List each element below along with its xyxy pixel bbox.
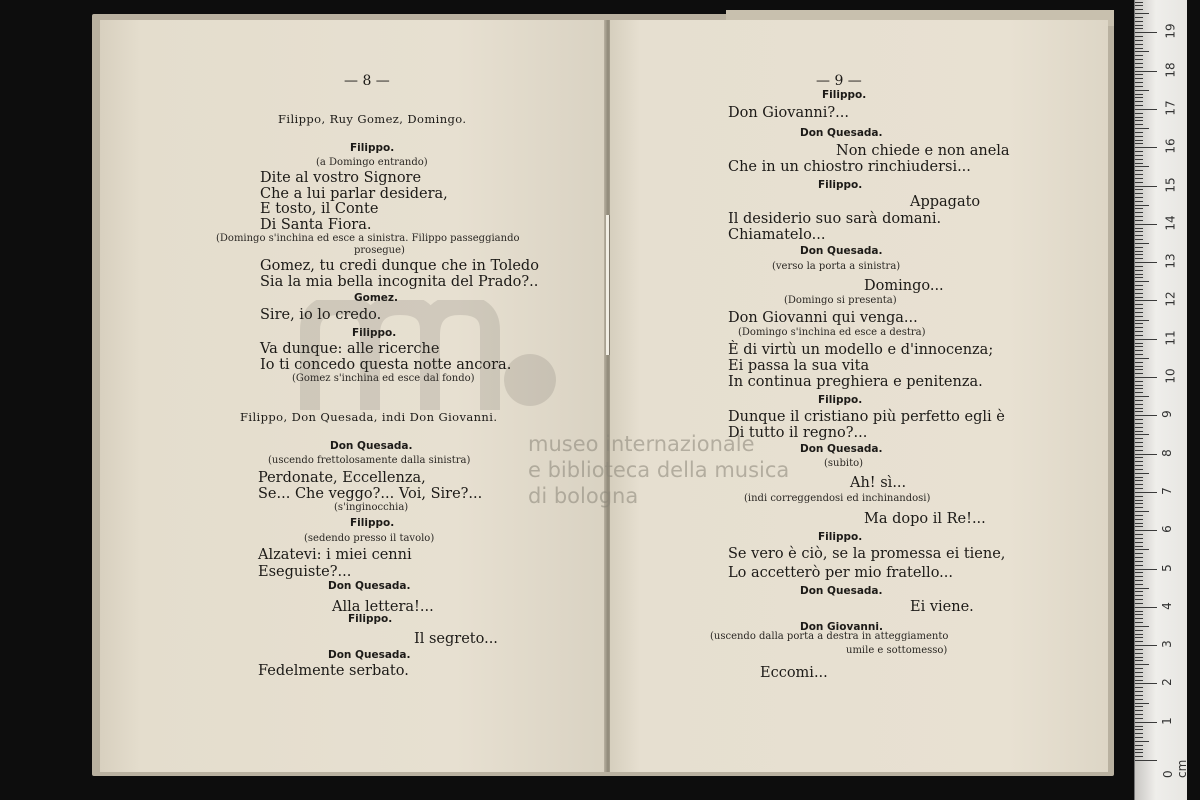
ruler-tick bbox=[1135, 526, 1143, 527]
ruler-tick bbox=[1135, 304, 1143, 305]
ruler-tick bbox=[1135, 496, 1143, 497]
ruler-tick bbox=[1135, 381, 1143, 382]
verse-line: Sia la mia bella incognita del Prado?.. bbox=[260, 274, 539, 290]
verse-line: Lo accetterò per mio fratello... bbox=[728, 565, 953, 581]
ruler-tick bbox=[1135, 457, 1143, 458]
ruler-number: 8 bbox=[1159, 448, 1174, 457]
verse-line: Ei passa la sua vita bbox=[728, 358, 870, 374]
ruler-tick bbox=[1135, 469, 1143, 470]
ruler-tick bbox=[1135, 450, 1143, 451]
ruler-tick bbox=[1135, 120, 1143, 121]
ruler-tick bbox=[1135, 404, 1143, 405]
ruler-tick bbox=[1135, 641, 1143, 642]
ruler-tick bbox=[1135, 484, 1143, 485]
ruler-tick bbox=[1135, 228, 1143, 229]
verse-line: Don Giovanni?... bbox=[728, 105, 850, 121]
speaker-name: Don Giovanni. bbox=[800, 621, 883, 633]
ruler-tick bbox=[1135, 726, 1143, 727]
ruler-tick bbox=[1135, 13, 1149, 14]
ruler-tick bbox=[1135, 17, 1143, 18]
ruler-number: 6 bbox=[1159, 525, 1174, 534]
ruler-tick bbox=[1135, 480, 1143, 481]
ruler-tick bbox=[1135, 503, 1143, 504]
ruler-tick bbox=[1135, 74, 1143, 75]
ruler-tick bbox=[1135, 680, 1143, 681]
ruler-tick bbox=[1135, 28, 1143, 29]
ruler-number: 18 bbox=[1163, 61, 1178, 78]
stage-direction: (Domingo s'inchina ed esce a destra) bbox=[738, 327, 926, 338]
verse-line: Va dunque: alle ricerche bbox=[260, 341, 440, 357]
ruler-tick bbox=[1135, 339, 1157, 340]
ruler-tick bbox=[1135, 691, 1143, 692]
stage-direction: (Gomez s'inchina ed esce dal fondo) bbox=[292, 373, 475, 384]
ruler-tick bbox=[1135, 212, 1143, 213]
ruler-tick bbox=[1135, 285, 1143, 286]
ruler-tick bbox=[1135, 205, 1149, 206]
ruler-tick bbox=[1135, 136, 1143, 137]
ruler-tick bbox=[1135, 231, 1143, 232]
stage-direction: prosegue) bbox=[354, 245, 405, 256]
ruler-tick bbox=[1135, 159, 1143, 160]
ruler-tick bbox=[1135, 385, 1143, 386]
ruler-tick bbox=[1135, 377, 1157, 378]
ruler-tick bbox=[1135, 733, 1143, 734]
page-number: — 8 — bbox=[344, 73, 390, 89]
ruler-tick bbox=[1135, 660, 1143, 661]
ruler-tick bbox=[1135, 649, 1143, 650]
ruler-tick bbox=[1135, 737, 1143, 738]
ruler-number: 14 bbox=[1163, 215, 1178, 231]
ruler-tick bbox=[1135, 312, 1143, 313]
ruler-tick bbox=[1135, 637, 1143, 638]
verse-line: Eccomi... bbox=[760, 665, 828, 681]
speaker-name: Don Quesada. bbox=[800, 585, 883, 597]
ruler-tick bbox=[1135, 71, 1157, 72]
ruler-tick bbox=[1135, 281, 1149, 282]
ruler-tick bbox=[1135, 266, 1143, 267]
ruler-tick bbox=[1135, 683, 1157, 684]
ruler-tick bbox=[1135, 699, 1143, 700]
ruler-tick bbox=[1135, 519, 1143, 520]
ruler-tick bbox=[1135, 128, 1149, 129]
ruler-tick bbox=[1135, 565, 1143, 566]
watermark-logo bbox=[300, 300, 570, 420]
ruler-tick bbox=[1135, 695, 1143, 696]
ruler-tick bbox=[1135, 170, 1143, 171]
ruler-tick bbox=[1135, 235, 1143, 236]
ruler-tick bbox=[1135, 488, 1143, 489]
ruler-tick bbox=[1135, 534, 1143, 535]
ruler-tick bbox=[1135, 239, 1143, 240]
ruler-tick bbox=[1135, 247, 1143, 248]
ruler-tick bbox=[1135, 362, 1143, 363]
ruler-tick bbox=[1135, 101, 1143, 102]
right-page bbox=[610, 20, 1108, 772]
ruler-tick bbox=[1135, 607, 1157, 608]
ruler-tick bbox=[1135, 354, 1143, 355]
ruler-tick bbox=[1135, 756, 1143, 757]
ruler-tick bbox=[1135, 36, 1143, 37]
speaker-name: Filippo. bbox=[818, 394, 863, 406]
ruler-tick bbox=[1135, 9, 1143, 10]
ruler-tick bbox=[1135, 614, 1143, 615]
speaker-name: Don Quesada. bbox=[800, 443, 883, 455]
ruler-number: 9 bbox=[1159, 410, 1174, 419]
ruler-number: 17 bbox=[1163, 100, 1178, 116]
ruler-number: 13 bbox=[1163, 253, 1178, 269]
ruler-tick bbox=[1135, 40, 1143, 41]
stage-direction: (indi correggendosi ed inchinandosi) bbox=[744, 493, 931, 504]
speaker-name: Don Quesada. bbox=[330, 440, 413, 452]
ruler-number: 11 bbox=[1163, 330, 1178, 346]
ruler-tick bbox=[1135, 634, 1143, 635]
ruler-tick bbox=[1135, 2, 1143, 3]
ruler-tick bbox=[1135, 316, 1143, 317]
ruler-tick bbox=[1135, 461, 1143, 462]
ruler-tick bbox=[1135, 113, 1143, 114]
stage-direction: (subito) bbox=[824, 458, 864, 469]
verse-line: Alzatevi: i miei cenni bbox=[258, 547, 412, 563]
ruler-tick bbox=[1135, 561, 1143, 562]
ruler-tick bbox=[1135, 676, 1143, 677]
stage-direction: umile e sottomesso) bbox=[846, 645, 948, 656]
speaker-name: Filippo. bbox=[818, 531, 863, 543]
verse-line: Alla lettera!... bbox=[332, 599, 434, 615]
ruler-tick bbox=[1135, 327, 1143, 328]
ruler-tick bbox=[1135, 760, 1157, 761]
ruler-tick bbox=[1135, 511, 1149, 512]
verse-line: Di tutto il regno?... bbox=[728, 425, 868, 441]
ruler-tick bbox=[1135, 752, 1143, 753]
ruler-tick bbox=[1135, 331, 1143, 332]
ruler-tick bbox=[1135, 220, 1143, 221]
ruler-tick bbox=[1135, 59, 1143, 60]
ruler-number: 3 bbox=[1159, 640, 1174, 648]
ruler-tick bbox=[1135, 277, 1143, 278]
speaker-name: Filippo. bbox=[352, 327, 397, 339]
verse-line: Dunque il cristiano più perfetto egli è bbox=[728, 409, 1005, 425]
ruler-tick bbox=[1135, 396, 1149, 397]
ruler-number: 12 bbox=[1163, 291, 1178, 308]
verse-line: Perdonate, Eccellenza, bbox=[258, 470, 426, 486]
ruler-number: 5 bbox=[1159, 563, 1174, 572]
ruler-tick bbox=[1135, 454, 1157, 455]
ruler-tick bbox=[1135, 258, 1143, 259]
ruler-tick bbox=[1135, 714, 1143, 715]
ruler-tick bbox=[1135, 201, 1143, 202]
ruler-tick bbox=[1135, 151, 1143, 152]
ruler-tick bbox=[1135, 538, 1143, 539]
speaker-name: Gomez. bbox=[354, 292, 398, 304]
speaker-name: Don Quesada. bbox=[800, 127, 883, 139]
ruler-tick bbox=[1135, 178, 1143, 179]
ruler-tick bbox=[1135, 546, 1143, 547]
ruler-tick bbox=[1135, 373, 1143, 374]
ruler-tick bbox=[1135, 140, 1143, 141]
verse-line: Ei viene. bbox=[910, 599, 974, 615]
ruler-tick bbox=[1135, 174, 1143, 175]
ruler-tick bbox=[1135, 224, 1157, 225]
ruler-tick bbox=[1135, 722, 1157, 723]
ruler-number: 2 bbox=[1159, 678, 1174, 687]
verse-line: È di virtù un modello e d'innocenza; bbox=[728, 342, 994, 358]
ruler-tick bbox=[1135, 63, 1143, 64]
ruler-tick bbox=[1135, 438, 1143, 439]
ruler-tick bbox=[1135, 703, 1149, 704]
ruler-tick bbox=[1135, 25, 1143, 26]
ruler-tick bbox=[1135, 569, 1157, 570]
ruler-tick bbox=[1135, 254, 1143, 255]
ruler-tick bbox=[1135, 274, 1143, 275]
ruler-tick bbox=[1135, 465, 1143, 466]
ruler-tick bbox=[1135, 297, 1143, 298]
ruler-tick bbox=[1135, 576, 1143, 577]
ruler-number: 4 bbox=[1159, 601, 1174, 610]
ruler-tick bbox=[1135, 366, 1143, 367]
verse-line: Il desiderio suo sarà domani. bbox=[728, 211, 942, 227]
ruler-tick bbox=[1135, 388, 1143, 389]
ruler-tick bbox=[1135, 117, 1143, 118]
ruler-tick bbox=[1135, 289, 1143, 290]
verse-line: Don Giovanni qui venga... bbox=[728, 310, 918, 326]
ruler-tick bbox=[1135, 132, 1143, 133]
ruler-tick bbox=[1135, 706, 1143, 707]
ruler-tick bbox=[1135, 477, 1143, 478]
ruler-tick bbox=[1135, 588, 1149, 589]
stage-direction: (uscendo dalla porta a destra in atteggiamento bbox=[710, 631, 949, 642]
ruler-number: 19 bbox=[1163, 23, 1178, 39]
stage-direction: (sedendo presso il tavolo) bbox=[304, 533, 435, 544]
ruler-tick bbox=[1135, 557, 1143, 558]
ruler-tick bbox=[1135, 48, 1143, 49]
verse-line: Ah! sì... bbox=[850, 475, 907, 491]
ruler-number: 15 bbox=[1163, 176, 1178, 193]
ruler-tick bbox=[1135, 687, 1143, 688]
ruler-tick bbox=[1135, 618, 1143, 619]
ruler-tick bbox=[1135, 599, 1143, 600]
ruler-tick bbox=[1135, 369, 1143, 370]
verse-line: Eseguiste?... bbox=[258, 564, 352, 580]
ruler-tick bbox=[1135, 21, 1143, 22]
ruler-tick bbox=[1135, 542, 1143, 543]
ruler-tick bbox=[1135, 216, 1143, 217]
stage-direction: (Domingo si presenta) bbox=[784, 295, 897, 306]
ruler-tick bbox=[1135, 580, 1143, 581]
ruler-tick bbox=[1135, 300, 1157, 301]
ruler-tick bbox=[1135, 186, 1157, 187]
watermark-text-1: museo internazionale bbox=[528, 432, 755, 456]
ruler-tick bbox=[1135, 308, 1143, 309]
ruler-tick bbox=[1135, 78, 1143, 79]
ruler-tick bbox=[1135, 710, 1143, 711]
ruler-tick bbox=[1135, 182, 1143, 183]
ruler-tick bbox=[1135, 94, 1143, 95]
ruler-tick bbox=[1135, 718, 1143, 719]
scene-heading: Filippo, Don Quesada, indi Don Giovanni. bbox=[240, 410, 498, 424]
speaker-name: Filippo. bbox=[348, 613, 393, 625]
ruler-tick bbox=[1135, 591, 1143, 592]
ruler-tick bbox=[1135, 147, 1157, 148]
ruler-tick bbox=[1135, 553, 1143, 554]
ruler-tick bbox=[1135, 208, 1143, 209]
ruler-tick bbox=[1135, 143, 1143, 144]
ruler-tick bbox=[1135, 323, 1143, 324]
ruler-tick bbox=[1135, 97, 1143, 98]
stage-direction: (a Domingo entrando) bbox=[316, 157, 428, 168]
ruler-tick bbox=[1135, 251, 1143, 252]
verse-line: Dite al vostro Signore bbox=[260, 170, 422, 186]
ruler-tick bbox=[1135, 611, 1143, 612]
ruler-tick bbox=[1135, 105, 1143, 106]
ruler-tick bbox=[1135, 653, 1143, 654]
ruler-tick bbox=[1135, 270, 1143, 271]
ruler-tick bbox=[1135, 431, 1143, 432]
speaker-name: Filippo. bbox=[350, 142, 395, 154]
ruler-tick bbox=[1135, 346, 1143, 347]
ruler-tick bbox=[1135, 741, 1149, 742]
ruler-tick bbox=[1135, 626, 1149, 627]
verse-line: Appagato bbox=[910, 194, 981, 210]
ruler-tick bbox=[1135, 197, 1143, 198]
verse-line: Gomez, tu credi dunque che in Toledo bbox=[260, 258, 539, 274]
verse-line: Che a lui parlar desidera, bbox=[260, 186, 448, 202]
speaker-name: Filippo. bbox=[822, 89, 867, 101]
ruler-number: 7 bbox=[1159, 487, 1174, 495]
ruler-tick bbox=[1135, 293, 1143, 294]
ruler-tick bbox=[1135, 442, 1143, 443]
ruler-tick bbox=[1135, 473, 1149, 474]
ruler-number: 1 bbox=[1159, 716, 1174, 725]
stage-direction: (s'inginocchia) bbox=[334, 502, 409, 513]
ruler-number: 16 bbox=[1163, 138, 1178, 154]
verse-line: Sire, io lo credo. bbox=[260, 307, 382, 323]
scene-heading: Filippo, Ruy Gomez, Domingo. bbox=[278, 112, 467, 126]
speaker-name: Don Quesada. bbox=[800, 245, 883, 257]
ruler-tick bbox=[1135, 55, 1143, 56]
verse-line: Non chiede e non anela bbox=[836, 143, 1010, 159]
ruler-tick bbox=[1135, 664, 1149, 665]
speaker-name: Don Quesada. bbox=[328, 580, 411, 592]
ruler-tick bbox=[1135, 5, 1143, 6]
stage-direction: (Domingo s'inchina ed esce a sinistra. Filippo passeggiando bbox=[216, 233, 520, 244]
ruler-tick bbox=[1135, 109, 1157, 110]
ruler-tick bbox=[1135, 446, 1143, 447]
ruler-tick bbox=[1135, 415, 1157, 416]
ruler-tick bbox=[1135, 189, 1143, 190]
ruler-tick bbox=[1135, 90, 1149, 91]
ruler-tick bbox=[1135, 193, 1143, 194]
ruler-tick bbox=[1135, 163, 1143, 164]
ruler-tick bbox=[1135, 645, 1157, 646]
ruler-tick bbox=[1135, 745, 1143, 746]
verse-line: In continua preghiera e penitenza. bbox=[728, 374, 983, 390]
speaker-name: Filippo. bbox=[350, 517, 395, 529]
verse-line: Fedelmente serbato. bbox=[258, 663, 409, 679]
ruler-tick bbox=[1135, 82, 1143, 83]
ruler-tick bbox=[1135, 243, 1149, 244]
ruler-tick bbox=[1135, 749, 1143, 750]
watermark-text-3: di bologna bbox=[528, 484, 639, 508]
ruler-tick bbox=[1135, 549, 1149, 550]
ruler-unit-label: 0 cm bbox=[1161, 759, 1189, 778]
ruler-tick bbox=[1135, 155, 1143, 156]
ruler-tick bbox=[1135, 350, 1143, 351]
ruler-tick bbox=[1135, 400, 1143, 401]
ruler-tick bbox=[1135, 411, 1143, 412]
ruler-tick bbox=[1135, 507, 1143, 508]
ruler-tick bbox=[1135, 530, 1157, 531]
ruler-tick bbox=[1135, 515, 1143, 516]
ruler-tick bbox=[1135, 358, 1149, 359]
ruler-tick bbox=[1135, 166, 1149, 167]
verse-line: E tosto, il Conte bbox=[260, 201, 379, 217]
ruler-tick bbox=[1135, 262, 1157, 263]
ruler-tick bbox=[1135, 335, 1143, 336]
ruler-tick bbox=[1135, 51, 1149, 52]
ruler-tick bbox=[1135, 572, 1143, 573]
ruler-tick bbox=[1135, 44, 1143, 45]
ruler-tick bbox=[1135, 657, 1143, 658]
verse-line: Chiamatelo... bbox=[728, 227, 826, 243]
stage-direction: (verso la porta a sinistra) bbox=[772, 261, 901, 272]
verse-line: Che in un chiostro rinchiudersi... bbox=[728, 159, 971, 175]
ruler-tick bbox=[1135, 419, 1143, 420]
ruler-tick bbox=[1135, 408, 1143, 409]
ruler-tick bbox=[1135, 32, 1157, 33]
ruler-tick bbox=[1135, 672, 1143, 673]
ruler-tick bbox=[1135, 622, 1143, 623]
ruler-tick bbox=[1135, 603, 1143, 604]
ruler-tick bbox=[1135, 86, 1143, 87]
ruler-number: 10 bbox=[1163, 368, 1178, 384]
verse-line: Io ti concedo questa notte ancora. bbox=[260, 357, 512, 373]
ruler-tick bbox=[1135, 434, 1149, 435]
ruler-tick bbox=[1135, 427, 1143, 428]
ruler-tick bbox=[1135, 423, 1143, 424]
verse-line: Il segreto... bbox=[414, 631, 498, 647]
speaker-name: Don Quesada. bbox=[328, 649, 411, 661]
verse-line: Domingo... bbox=[864, 278, 944, 294]
ruler-tick bbox=[1135, 523, 1143, 524]
verse-line: Se vero è ciò, se la promessa ei tiene, bbox=[728, 546, 1006, 562]
ruler-tick bbox=[1135, 500, 1143, 501]
speaker-name: Filippo. bbox=[818, 179, 863, 191]
ruler-tick bbox=[1135, 124, 1143, 125]
ruler-tick bbox=[1135, 584, 1143, 585]
ruler-tick bbox=[1135, 729, 1143, 730]
verse-line: Di Santa Fiora. bbox=[260, 217, 372, 233]
ruler-tick bbox=[1135, 392, 1143, 393]
verse-line: Ma dopo il Re!... bbox=[864, 511, 986, 527]
stage-direction: (uscendo frettolosamente dalla sinistra) bbox=[268, 455, 471, 466]
ruler-tick bbox=[1135, 630, 1143, 631]
verse-line: Se... Che veggo?... Voi, Sire?... bbox=[258, 486, 483, 502]
ruler-tick bbox=[1135, 67, 1143, 68]
ruler-tick bbox=[1135, 595, 1143, 596]
page-number: — 9 — bbox=[816, 73, 862, 89]
ruler-tick bbox=[1135, 343, 1143, 344]
watermark-text-2: e biblioteca della musica bbox=[528, 458, 790, 482]
ruler-tick bbox=[1135, 320, 1149, 321]
measuring-ruler bbox=[1134, 0, 1187, 800]
ruler-tick bbox=[1135, 668, 1143, 669]
ruler-tick bbox=[1135, 492, 1157, 493]
